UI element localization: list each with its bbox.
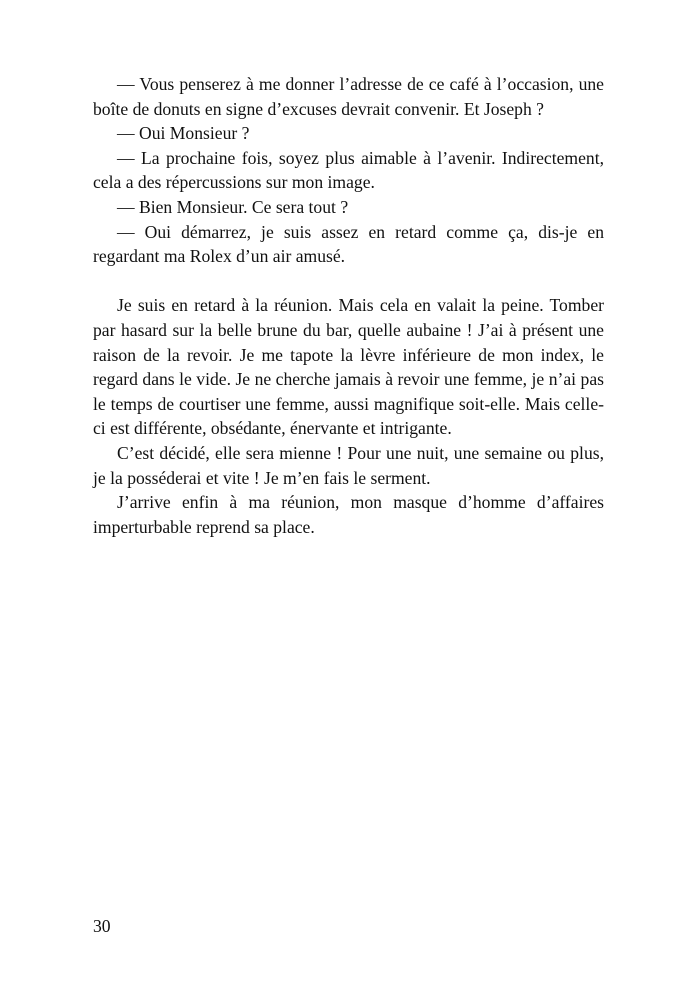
dialogue-line: — Oui démarrez, je suis assez en retard comme ça, dis-je en regardant ma Rolex d’un air amusé. [93, 221, 604, 267]
dialogue-line: — La prochaine fois, soyez plus aimable à l’avenir. Indirectement, cela a des répercussions sur mon image. [93, 147, 604, 193]
dialogue-line: — Vous penserez à me donner l’adresse de ce café à l’occasion, une boîte de donuts en signe d’excuses devrait convenir. Et Joseph ? [93, 74, 604, 119]
dialogue-line: — Oui Monsieur ? [117, 123, 250, 144]
narrative-paragraph: C’est décidé, elle sera mienne ! Pour une nuit, une semaine ou plus, je la posséderai et vite ! Je m’en fais le serment. [93, 442, 604, 488]
narrative-paragraph: Je suis en retard à la réunion. Mais cela en valait la peine. Tomber par hasard sur la belle brune du bar, quelle aubaine ! J’ai à présent une raison de la revoir. Je me tapote la lèvre inférieure de mon index, le regard dans le vide. Je ne cherche jamais à revoir une femme, je n’ai pas le temps de courtiser une femme, aussi magnifique soit-elle. Mais celle-ci est différente, obsédante, énervante et intrigante. [93, 295, 604, 439]
page-number: 30 [93, 916, 111, 936]
page-body [93, 72, 604, 539]
section-break [93, 269, 604, 294]
narrative-paragraph: J’arrive enfin à ma réunion, mon masque d’homme d’affaires imperturbable reprend sa place. [93, 492, 604, 537]
dialogue-line: — Bien Monsieur. Ce sera tout ? [117, 196, 349, 217]
